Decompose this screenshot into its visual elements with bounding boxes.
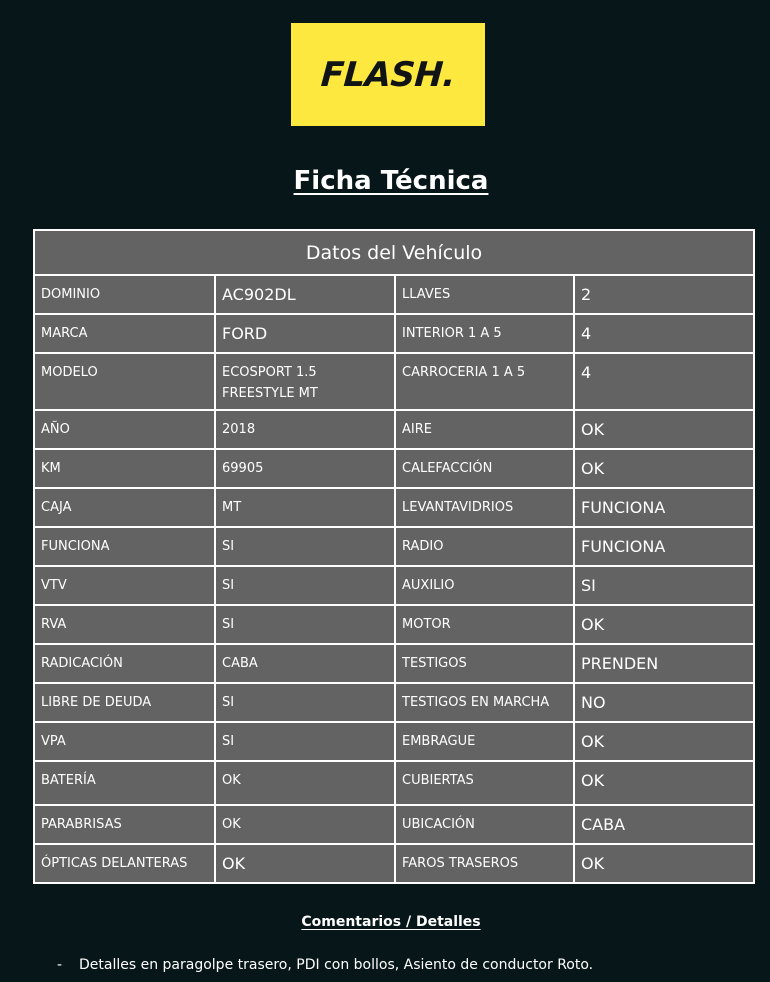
field-value: OK <box>215 805 395 844</box>
field-label: VTV <box>34 566 215 605</box>
comments-title: Comentarios / Detalles <box>301 914 481 930</box>
field-value: 4 <box>574 353 754 410</box>
field-label: AÑO <box>34 410 215 449</box>
field-label: VPA <box>34 722 215 761</box>
field-label: KM <box>34 449 215 488</box>
table-row <box>34 566 754 605</box>
table-row <box>34 605 754 644</box>
table-row <box>34 527 754 566</box>
field-value: CABA <box>215 644 395 683</box>
field-value: SI <box>215 527 395 566</box>
field-value: CABA <box>574 805 754 844</box>
table-row <box>34 314 754 353</box>
field-label: TESTIGOS <box>395 644 574 683</box>
field-value: ECOSPORT 1.5 FREESTYLE MT <box>215 353 395 410</box>
field-value: OK <box>574 605 754 644</box>
field-value: PRENDEN <box>574 644 754 683</box>
field-value: FORD <box>215 314 395 353</box>
field-label: INTERIOR 1 A 5 <box>395 314 574 353</box>
table-row <box>34 761 754 805</box>
comment-item <box>57 957 593 973</box>
field-value: OK <box>574 844 754 883</box>
table-row <box>34 722 754 761</box>
field-value: OK <box>574 761 754 805</box>
field-label: EMBRAGUE <box>395 722 574 761</box>
field-label: UBICACIÓN <box>395 805 574 844</box>
field-value: SI <box>215 605 395 644</box>
field-label: RADIO <box>395 527 574 566</box>
table-row <box>34 488 754 527</box>
field-label: TESTIGOS EN MARCHA <box>395 683 574 722</box>
field-value: OK <box>215 844 395 883</box>
logo-text: FLASH. <box>319 54 457 95</box>
field-label: RVA <box>34 605 215 644</box>
field-label: BATERÍA <box>34 761 215 805</box>
table-row <box>34 275 754 314</box>
field-label: MOTOR <box>395 605 574 644</box>
field-value: 2 <box>574 275 754 314</box>
field-label: AUXILIO <box>395 566 574 605</box>
field-label: LEVANTAVIDRIOS <box>395 488 574 527</box>
table-row <box>34 805 754 844</box>
field-label: FAROS TRASEROS <box>395 844 574 883</box>
vehicle-data-table <box>33 229 755 884</box>
field-value: SI <box>215 722 395 761</box>
field-label: PARABRISAS <box>34 805 215 844</box>
table-row <box>34 644 754 683</box>
table-row <box>34 353 754 410</box>
field-value: OK <box>574 449 754 488</box>
field-label: RADICACIÓN <box>34 644 215 683</box>
field-value: NO <box>574 683 754 722</box>
table-row <box>34 844 754 883</box>
field-value: 2018 <box>215 410 395 449</box>
field-label: AIRE <box>395 410 574 449</box>
table-header: Datos del Vehículo <box>34 230 754 275</box>
field-label: CUBIERTAS <box>395 761 574 805</box>
table-row <box>34 683 754 722</box>
field-value: FUNCIONA <box>574 527 754 566</box>
page-title: Ficha Técnica <box>293 166 489 196</box>
field-label: LIBRE DE DEUDA <box>34 683 215 722</box>
field-value: SI <box>215 683 395 722</box>
comment-text: Detalles en paragolpe trasero, PDI con bollos, Asiento de conductor Roto. <box>79 957 594 973</box>
flash-logo <box>291 23 485 126</box>
field-label: FUNCIONA <box>34 527 215 566</box>
field-value: FUNCIONA <box>574 488 754 527</box>
field-label: CARROCERIA 1 A 5 <box>395 353 574 410</box>
field-value: 4 <box>574 314 754 353</box>
comment-bullet: - <box>57 957 63 973</box>
table-row <box>34 449 754 488</box>
table-header-row <box>34 230 754 275</box>
field-label: CAJA <box>34 488 215 527</box>
field-label: MODELO <box>34 353 215 410</box>
field-label: ÓPTICAS DELANTERAS <box>34 844 215 883</box>
field-value: SI <box>574 566 754 605</box>
field-value: AC902DL <box>215 275 395 314</box>
field-value: OK <box>574 410 754 449</box>
field-value: OK <box>574 722 754 761</box>
field-value: OK <box>215 761 395 805</box>
field-label: CALEFACCIÓN <box>395 449 574 488</box>
table-row <box>34 410 754 449</box>
field-value: MT <box>215 488 395 527</box>
field-label: DOMINIO <box>34 275 215 314</box>
field-value: 69905 <box>215 449 395 488</box>
table-body <box>34 275 754 883</box>
field-value: SI <box>215 566 395 605</box>
field-label: LLAVES <box>395 275 574 314</box>
field-label: MARCA <box>34 314 215 353</box>
